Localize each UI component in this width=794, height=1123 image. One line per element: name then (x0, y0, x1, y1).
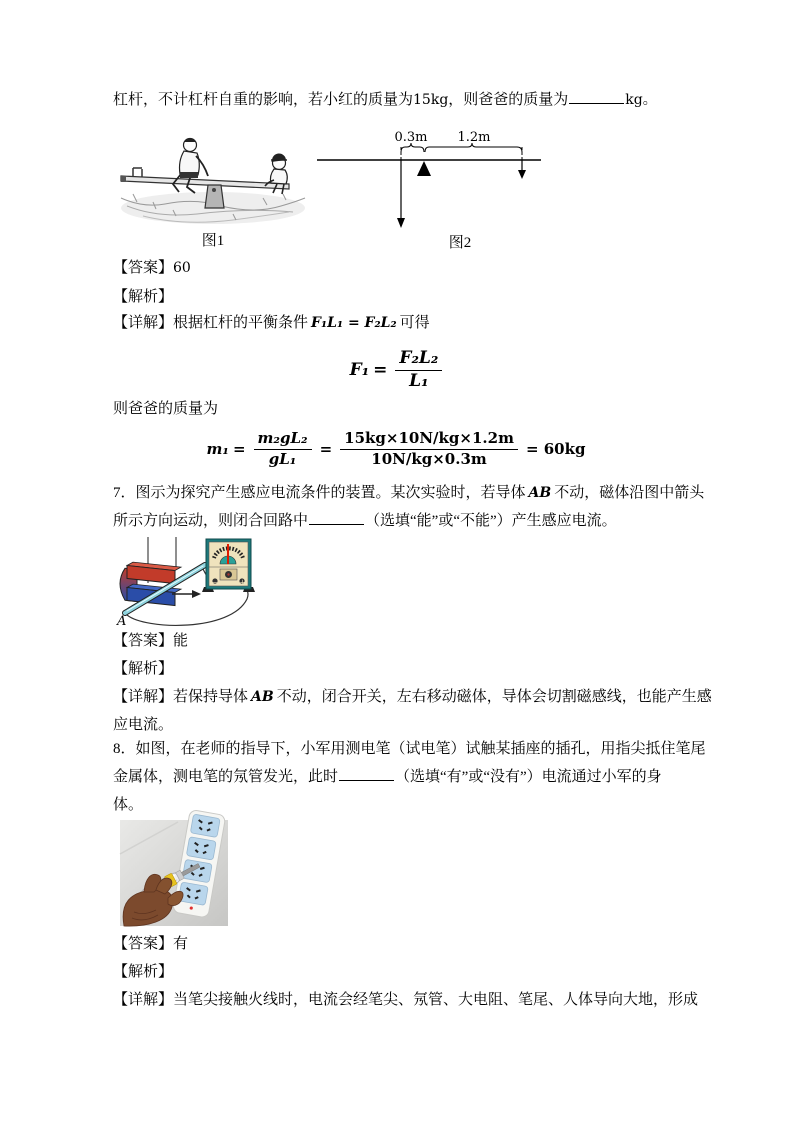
fig1-seesaw-illustration (113, 136, 313, 231)
q7-answer-value: 能 (173, 633, 189, 649)
q8-line3: 体。 (113, 797, 144, 813)
formula2-result: = 60kg (525, 440, 586, 458)
fulcrum-triangle (417, 161, 431, 176)
q8-answer-blank (339, 767, 394, 781)
socket-1 (190, 814, 220, 837)
seesaw-plank (121, 176, 289, 189)
formula1-equals: = (373, 360, 388, 380)
q8-text-a: 金属体，测电笔的氖管发光，此时 (113, 769, 339, 785)
q7-analysis-line (113, 659, 173, 679)
formula1-fraction (395, 349, 442, 391)
formula2-equals-1: = (232, 440, 246, 458)
q7-detail-line2: 应电流。 (113, 717, 174, 733)
formula2-num-1: m₂gL₂ (254, 430, 312, 449)
q6-balance-formula: F₁L₁ = F₂L₂ (311, 315, 397, 331)
detail-label: 【详解】 (113, 992, 174, 1008)
q7-text-c: 所示方向运动，则闭合回路中 (113, 513, 309, 529)
q8-answer-value: 有 (173, 936, 189, 952)
q6-formula-1 (113, 344, 683, 396)
formula1-lhs: F₁ (349, 360, 370, 380)
answer-label: 【答案】 (113, 936, 174, 952)
q8-analysis-line (113, 962, 173, 982)
q8-answer-line (113, 934, 188, 954)
analysis-label: 【解析】 (113, 289, 174, 305)
formula2-den-2: 10N/kg×0.3m (371, 449, 487, 468)
q7-detail-b: 不动，闭合开关，左右移动磁体，导体会切割磁感线，也能产生感 (276, 689, 712, 705)
q6-text-a: 杠杆，不计杠杆自重的影响，若小红的质量为 (113, 92, 414, 108)
q7-detail-line1 (113, 687, 712, 707)
socket-2 (186, 837, 216, 860)
formula2-fraction-1 (254, 430, 312, 468)
q6-intro-line (113, 90, 657, 110)
q6-unit: kg。 (625, 92, 657, 108)
detail-label: 【详解】 (113, 689, 174, 705)
q7-text-a: 7．图示为探究产生感应电流条件的装置。某次实验时，若导体 (113, 485, 526, 501)
q7-detail-a: 若保持导体 (173, 689, 249, 705)
q6-detail-line (113, 313, 430, 333)
terminal-plus-sign: + (239, 578, 246, 587)
fig2-lever-diagram (315, 128, 545, 233)
q8-text-b: （选填“有”或“没有”）电流通过小军的身 (395, 769, 662, 785)
q7-line2 (113, 511, 617, 531)
fig2-right-distance-label: 1.2m (457, 130, 491, 145)
q7-text-d: （选填“能”或“不能”）产生感应电流。 (365, 513, 617, 529)
q6-text-b: ，则爸爸的质量为 (448, 92, 569, 108)
galvanometer (202, 539, 255, 592)
formula2-num-2: 15kg×10N/kg×1.2m (340, 430, 518, 449)
q7-detail-ab: AB (251, 689, 274, 705)
formula1-denominator: L₁ (409, 370, 429, 391)
q6-detail-text-a: 根据杠杆的平衡条件 (173, 315, 309, 331)
terminal-minus-sign: − (212, 578, 218, 587)
q7-answer-line (113, 631, 188, 651)
answer-label: 【答案】 (113, 260, 174, 276)
q6-mass-value: 15kg (413, 92, 449, 108)
detail-label: 【详解】 (113, 315, 174, 331)
q6-detail-text-b: 可得 (399, 315, 430, 331)
analysis-label: 【解析】 (113, 661, 174, 677)
q8-line1: 8．如图，在老师的指导下，小军用测电笔（试电笔）试触某插座的插孔，用指尖抵住笔尾 (113, 741, 706, 757)
formula2-equals-2: = (319, 440, 333, 458)
q7-answer-blank (309, 511, 364, 525)
label-a: A (117, 614, 127, 629)
q6-answer-blank (569, 90, 624, 104)
q6-analysis-line (113, 287, 173, 307)
q8-detail-text: 当笔尖接触火线时，电流会经笔尖、氖管、大电阻、笔尾、人体导向大地，形成 (173, 992, 699, 1008)
formula2-den-1: gL₁ (268, 449, 297, 468)
formula1-numerator: F₂L₂ (395, 349, 442, 371)
answer-label: 【答案】 (113, 633, 174, 649)
q8-line2 (113, 767, 662, 787)
q7-line1 (113, 483, 704, 503)
q6-mass-intro-line: 则爸爸的质量为 (113, 401, 219, 417)
q8-detail-line (113, 990, 698, 1010)
q7-text-b: 不动，磁体沿图中箭头 (554, 485, 705, 501)
q6-answer-line (113, 258, 191, 278)
q7-conductor-ab: AB (528, 485, 552, 501)
fig1-caption: 图1 (201, 233, 225, 249)
fig2-left-distance-label: 0.3m (394, 130, 428, 145)
formula2-lhs: m₁ (206, 440, 229, 458)
analysis-label: 【解析】 (113, 964, 174, 980)
formula2-fraction-2 (340, 430, 518, 468)
q7-induction-apparatus-figure (113, 537, 263, 632)
q8-test-pen-photo (120, 820, 228, 926)
seesaw-handle (133, 168, 142, 177)
q6-formula-2 (113, 424, 683, 474)
q6-answer-value: 60 (173, 260, 191, 276)
fig2-caption: 图2 (448, 235, 472, 251)
